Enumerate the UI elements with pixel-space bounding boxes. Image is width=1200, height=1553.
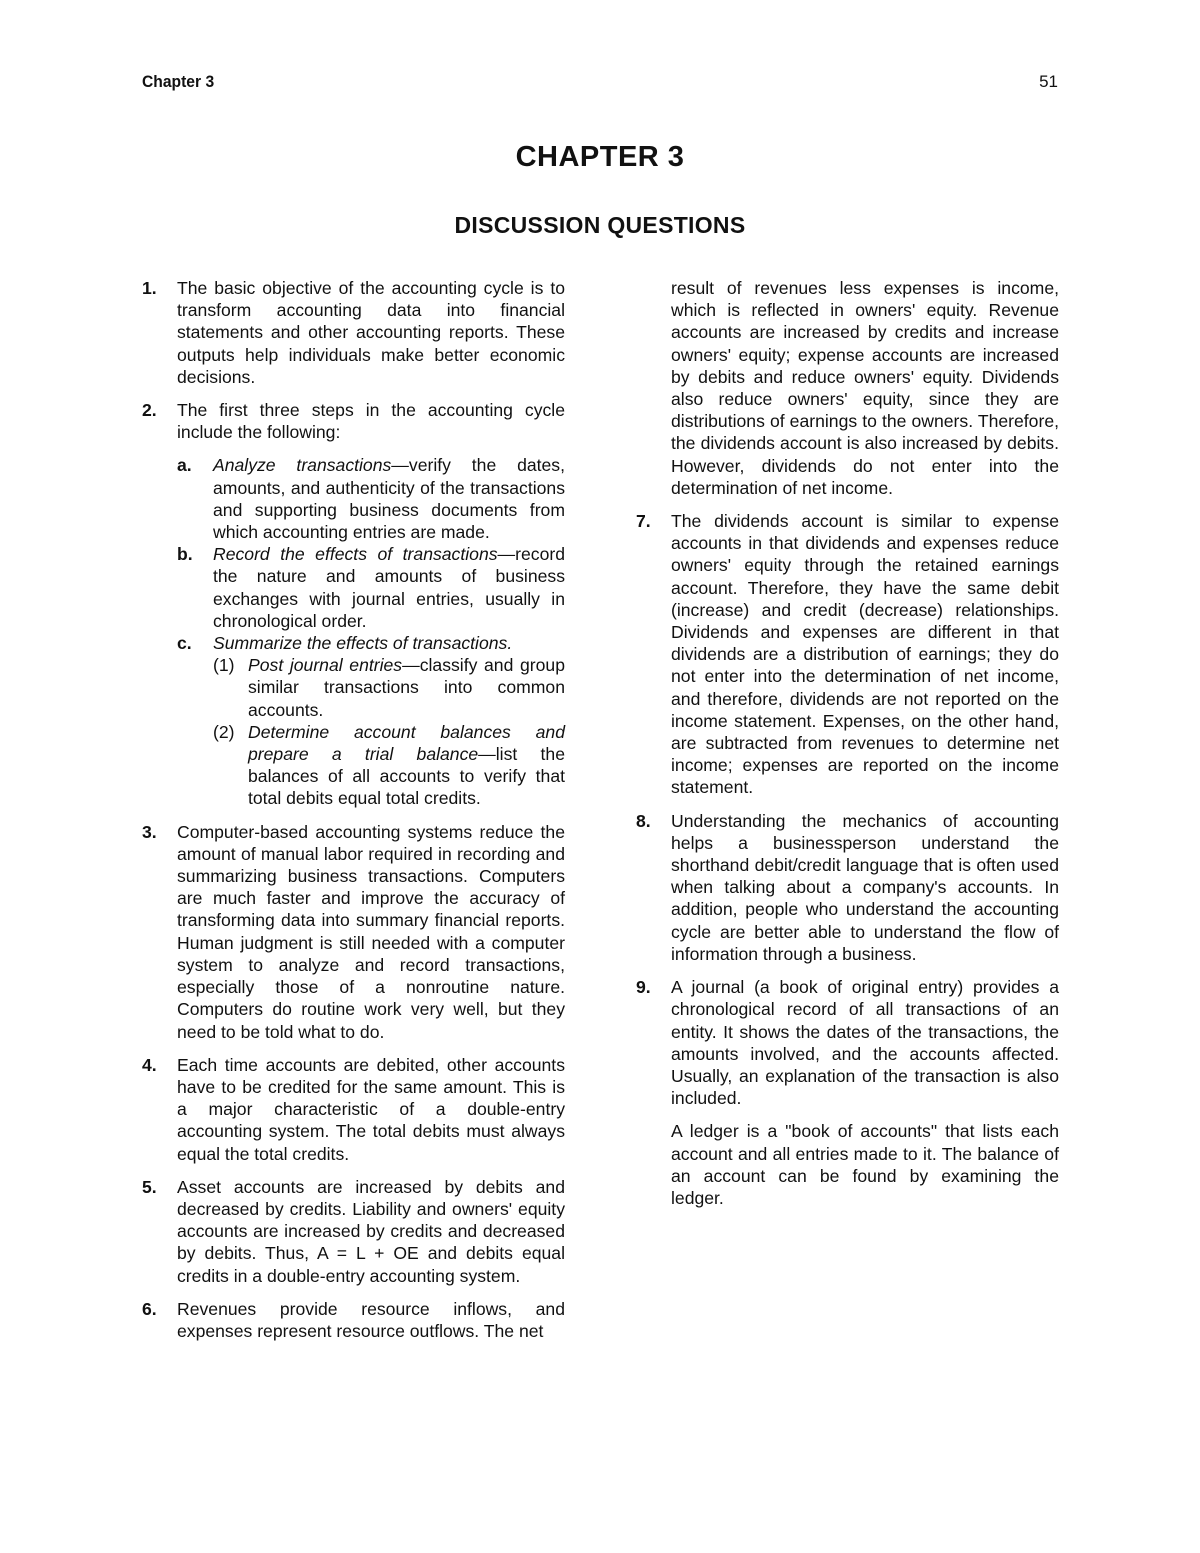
question-6-continued — [636, 277, 1059, 499]
left-column — [142, 277, 565, 1353]
step-c — [177, 632, 565, 810]
question-9 — [636, 976, 1059, 1209]
substep-description: —classify and group similar transactions into common accounts. — [248, 655, 566, 720]
substep-2 — [213, 721, 565, 810]
step-b — [177, 543, 565, 632]
question-number: 4. — [142, 1054, 157, 1075]
question-text: The first three steps in the accounting cycle include the following: — [177, 400, 565, 443]
step-title: Summarize the effects of transactions. — [213, 633, 513, 654]
chapter-title: CHAPTER 3 — [515, 141, 685, 173]
substep-number: (1) — [213, 655, 235, 676]
question-text: Understanding the mechanics of accounting helps a businessperson understand the shorthand debit/credit language that is often used when talking about a company's accounts. In addition, people who understand the accounting cycle are better able to understand the flow of information through a business. — [671, 810, 1059, 964]
question-8 — [636, 810, 1059, 965]
question-7 — [636, 510, 1059, 799]
question-number: 3. — [142, 821, 157, 842]
question-5 — [142, 1176, 565, 1287]
question-1 — [142, 277, 565, 388]
step-description: —verify the dates, amounts, and authenticity of the transactions and supporting business documents from which accounting entries are made. — [213, 455, 565, 543]
question-number: 9. — [636, 977, 651, 998]
step-letter: a. — [177, 455, 192, 476]
question-text: Each time accounts are debited, other accounts have to be credited for the same amount. This is a major characteristic of a double-entry accounting system. The total debits must always equal the total credits. — [177, 1054, 565, 1164]
running-head — [142, 72, 1058, 96]
substep-title: Post journal entries — [248, 655, 403, 676]
section-title: DISCUSSION QUESTIONS — [454, 212, 746, 238]
step-title: Analyze transactions — [213, 455, 392, 476]
question-6 — [142, 1298, 565, 1342]
substep-number: (2) — [213, 721, 235, 742]
step-letter: b. — [177, 544, 193, 565]
question-text: Computer-based accounting systems reduce the amount of manual labor required in recording and summarizing business transactions. Computers are much faster and improve the accuracy of transforming data into summary financial reports. Human judgment is still needed with a computer system to analyze and record transactions, especially those of a nonroutine nature. Computers do routine work very well, but they need to be told what to do. — [177, 821, 565, 1042]
step-a — [177, 454, 565, 543]
step-text — [213, 454, 565, 543]
substep-text — [248, 654, 565, 721]
step-description: —record the nature and amounts of business exchanges with journal entries, usually in chronological order. — [213, 544, 565, 631]
substep-description: —list the balances of all accounts to verify that total debits equal total credits. — [248, 744, 565, 809]
page-number: 51 — [1039, 72, 1058, 91]
question-4 — [142, 1054, 565, 1165]
step-text — [213, 543, 565, 632]
question-text: Revenues provide resource inflows, and expenses represent resource outflows. The net — [177, 1298, 565, 1341]
question-number: 6. — [142, 1298, 157, 1319]
question-number: 1. — [142, 278, 157, 298]
step-letter: c. — [177, 633, 192, 654]
question-text: Asset accounts are increased by debits and decreased by credits. Liability and owners' equity accounts are increased by credits and decreased by debits. Thus, A = L + OE and debits equal credits in a double-entry accounting system. — [177, 1176, 565, 1286]
chapter-label: Chapter 3 — [142, 72, 215, 91]
question-text: A journal (a book of original entry) provides a chronological record of all transactions of an entity. It shows the dates of the transactions, the amounts involved, and the accounts affected. Usually, an explanation of the transaction is also included. — [671, 977, 1059, 1109]
step-title: Record the effects of transactions — [213, 544, 498, 565]
substep-text — [248, 721, 565, 810]
question-number: 7. — [636, 511, 651, 532]
substep-1 — [213, 654, 565, 721]
question-text-continued: result of revenues less expenses is income, which is reflected in owners' equity. Revenue accounts are increased by credits and increase owners' equity; expense accounts are increased by debits and reduce owners' equity. Dividends also reduce owners' equity, since they are distributions of earnings to the owners. Therefore, the dividends account is also increased by debits. However, dividends do not enter into the determination of net income. — [671, 278, 1059, 498]
substep-title: Determine account balances and prepare a trial balance — [248, 721, 565, 765]
question-text: The basic objective of the accounting cycle is to transform accounting data into financial statements and other accounting reports. These outputs help individuals make better economic decisions. — [177, 278, 565, 387]
question-2 — [142, 399, 565, 810]
question-3 — [142, 821, 565, 1043]
question-text-2: A ledger is a "book of accounts" that lists each account and all entries made to it. The balance of an account can be found by examining the ledger. — [671, 1121, 1059, 1208]
right-column — [636, 277, 1059, 1220]
question-number: 2. — [142, 400, 157, 421]
question-number: 5. — [142, 1176, 157, 1197]
question-number: 8. — [636, 810, 651, 831]
question-text: The dividends account is similar to expense accounts in that dividends and expenses reduce owners' equity through the retained earnings account. Therefore, they have the same debit (increase) and credit (decrease) relationships. Dividends and expenses are different in that dividends are a distribution of earnings; they do not enter into the determination of net income, and therefore, dividends are not reported on the income statement. Expenses, on the other hand, are subtracted from revenues to determine net income; expenses are reported on the income statement. — [671, 511, 1059, 798]
